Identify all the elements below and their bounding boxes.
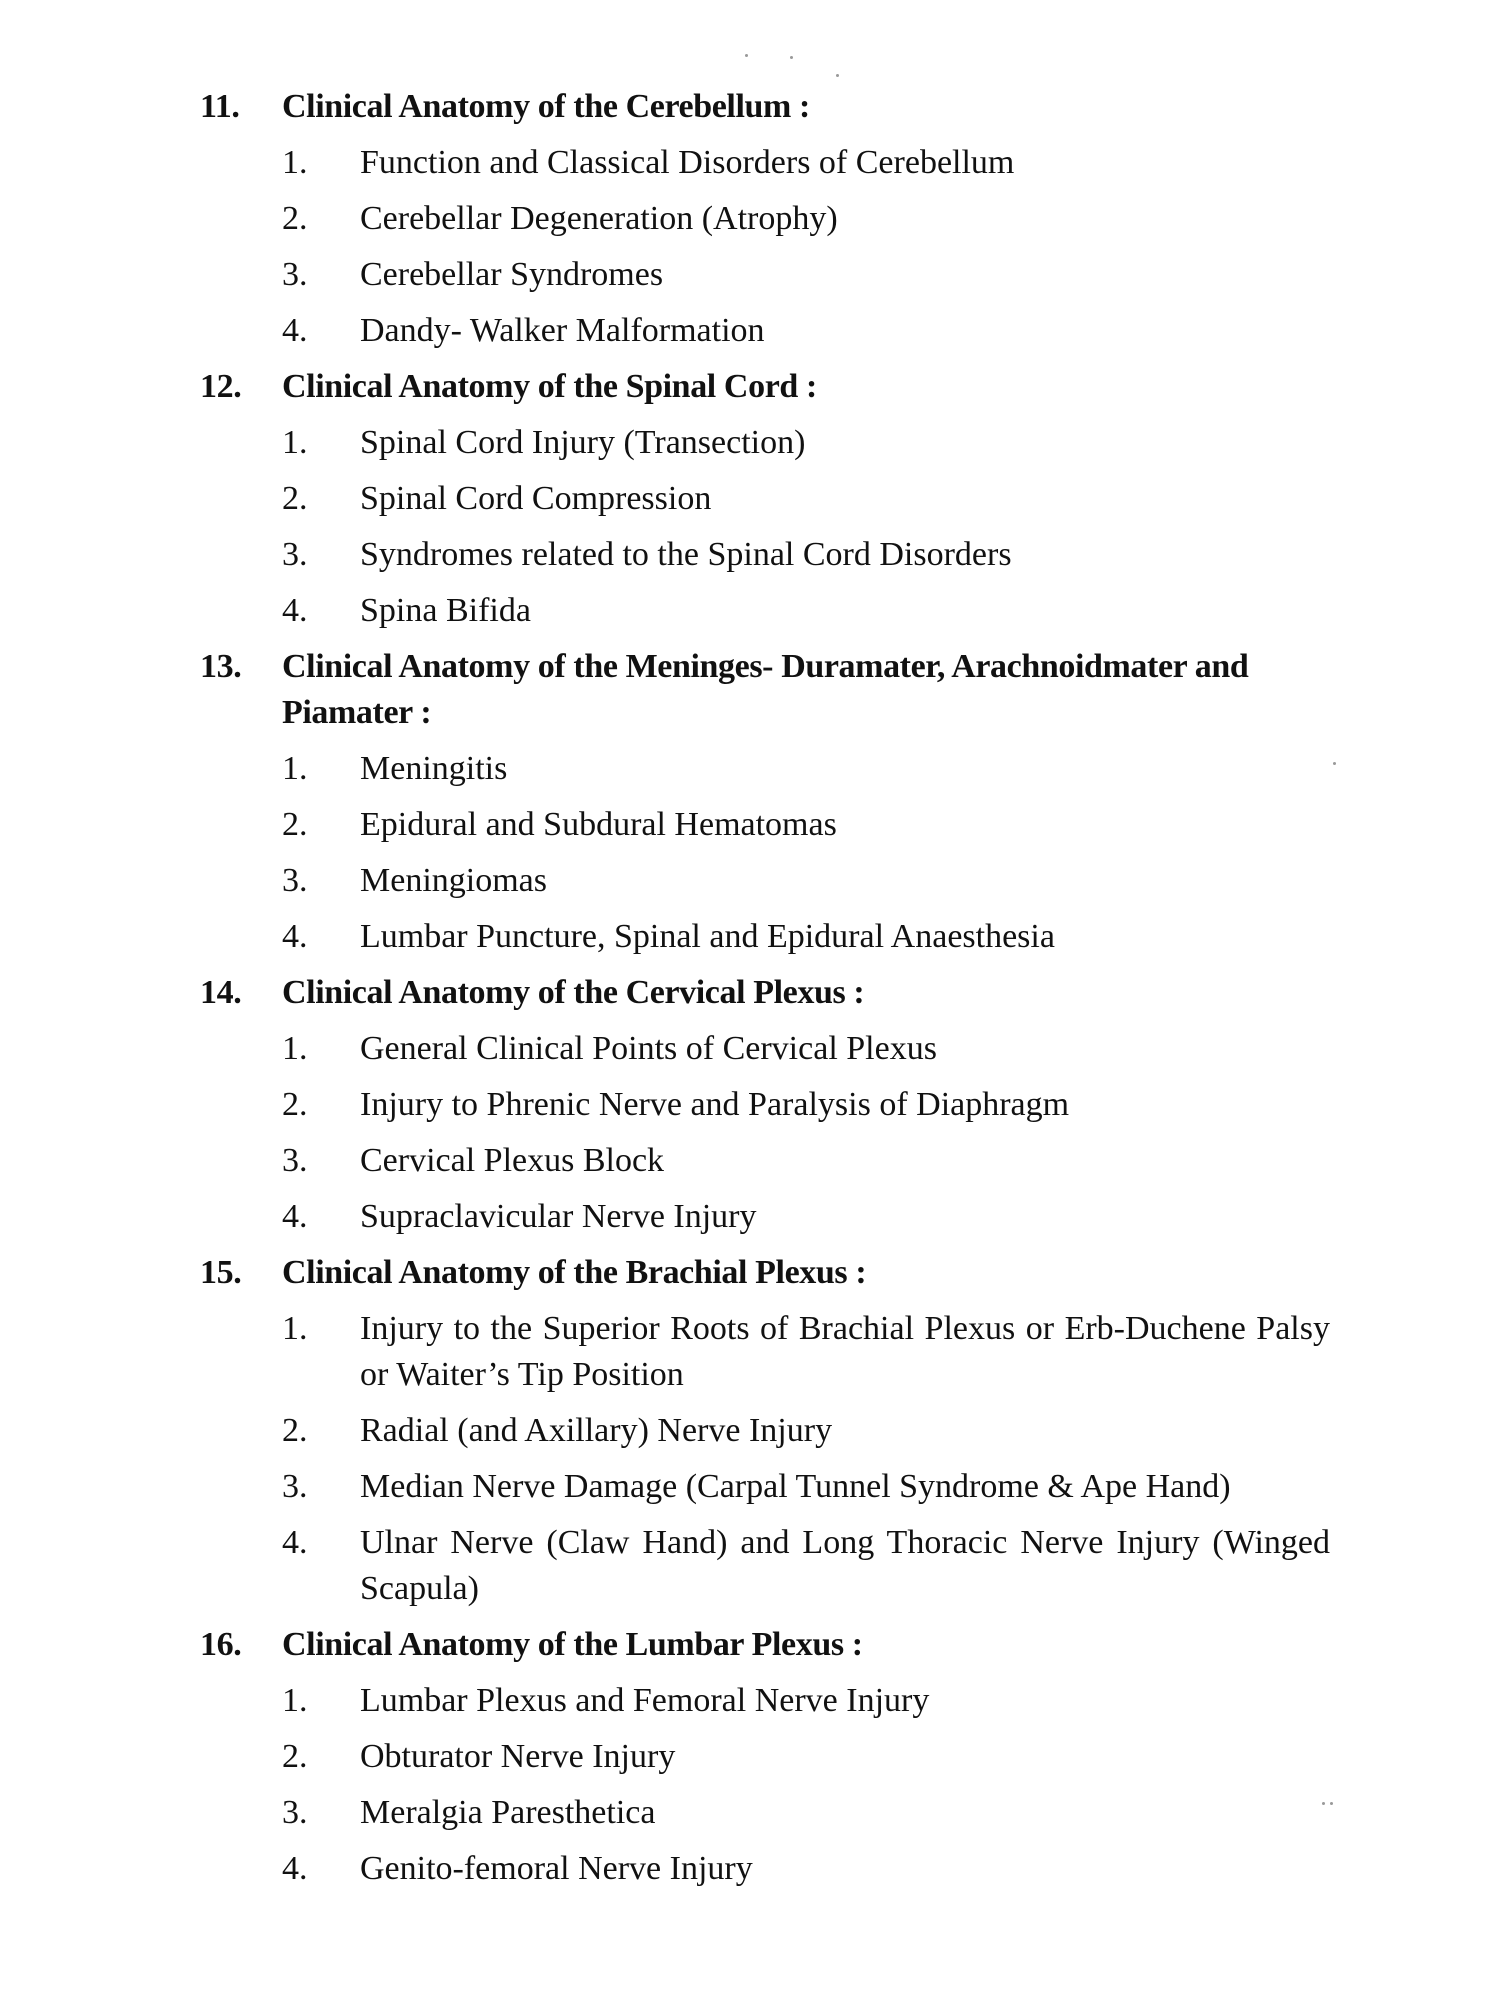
item-text: Cervical Plexus Block xyxy=(360,1142,665,1179)
item-text: Spinal Cord Injury (Transection) xyxy=(360,424,806,461)
section-title: Clinical Anatomy of the Brachial Plexus : xyxy=(282,1254,867,1291)
toc-section-15 xyxy=(200,1250,1330,1612)
item-number: 3. xyxy=(282,536,308,573)
item-number: 4. xyxy=(282,312,308,349)
scan-speck xyxy=(836,74,839,77)
item-number: 3. xyxy=(282,862,308,899)
item-number: 2. xyxy=(282,200,308,237)
item-text: Meralgia Paresthetica xyxy=(360,1794,656,1831)
toc-section-13 xyxy=(200,644,1330,960)
item-text: Cerebellar Syndromes xyxy=(360,256,664,293)
list-item xyxy=(200,1734,1330,1780)
list-item xyxy=(200,1520,1330,1612)
item-number: 4. xyxy=(282,1850,308,1887)
item-text: Cerebellar Degeneration (Atrophy) xyxy=(360,200,838,237)
scan-speck xyxy=(745,54,748,57)
item-number: 3. xyxy=(282,1468,308,1505)
list-item xyxy=(200,476,1330,522)
item-number: 2. xyxy=(282,480,308,517)
item-number: 2. xyxy=(282,1412,308,1449)
scan-speck xyxy=(1333,762,1336,765)
item-text: Supraclavicular Nerve Injury xyxy=(360,1198,757,1235)
list-item xyxy=(200,196,1330,242)
list-item xyxy=(200,914,1330,960)
item-number: 3. xyxy=(282,1142,308,1179)
item-text: General Clinical Points of Cervical Plexus xyxy=(360,1030,937,1067)
section-number: 13. xyxy=(200,648,242,685)
toc-section-11 xyxy=(200,84,1330,354)
item-number: 1. xyxy=(282,1682,308,1719)
list-item xyxy=(200,1194,1330,1240)
section-items xyxy=(200,420,1330,634)
toc-section-16 xyxy=(200,1622,1330,1892)
table-of-contents xyxy=(200,84,1330,1902)
item-text: Injury to the Superior Roots of Brachial Plexus or Erb-Duchene Palsy or Waiter’s Tip Position xyxy=(360,1310,1330,1393)
section-number: 16. xyxy=(200,1626,242,1663)
toc-section-12 xyxy=(200,364,1330,634)
list-item xyxy=(200,1026,1330,1072)
list-item xyxy=(200,588,1330,634)
item-text: Radial (and Axillary) Nerve Injury xyxy=(360,1412,833,1449)
section-number: 14. xyxy=(200,974,242,1011)
list-item xyxy=(200,532,1330,578)
section-number: 12. xyxy=(200,368,242,405)
section-title: Clinical Anatomy of the Cervical Plexus : xyxy=(282,974,865,1011)
section-heading xyxy=(200,644,1330,736)
item-number: 4. xyxy=(282,1524,308,1561)
item-number: 3. xyxy=(282,1794,308,1831)
item-text: Lumbar Puncture, Spinal and Epidural Anaesthesia xyxy=(360,918,1055,955)
list-item xyxy=(200,1082,1330,1128)
item-number: 1. xyxy=(282,424,308,461)
section-items xyxy=(200,140,1330,354)
item-text: Meningitis xyxy=(360,750,508,787)
list-item xyxy=(200,140,1330,186)
item-number: 1. xyxy=(282,1030,308,1067)
item-number: 2. xyxy=(282,1738,308,1775)
section-title: Clinical Anatomy of the Lumbar Plexus : xyxy=(282,1626,863,1663)
list-item xyxy=(200,420,1330,466)
section-items xyxy=(200,746,1330,960)
section-title: Clinical Anatomy of the Meninges- Duramater, Arachnoidmater and Piamater : xyxy=(282,648,1249,731)
section-heading xyxy=(200,1622,1330,1668)
item-number: 4. xyxy=(282,592,308,629)
section-heading xyxy=(200,84,1330,130)
item-number: 4. xyxy=(282,918,308,955)
list-item xyxy=(200,802,1330,848)
list-item xyxy=(200,308,1330,354)
section-items xyxy=(200,1026,1330,1240)
item-text: Genito-femoral Nerve Injury xyxy=(360,1850,753,1887)
item-text: Meningiomas xyxy=(360,862,547,899)
list-item xyxy=(200,1846,1330,1892)
section-heading xyxy=(200,364,1330,410)
item-text: Spina Bifida xyxy=(360,592,531,629)
section-title: Clinical Anatomy of the Spinal Cord : xyxy=(282,368,817,405)
list-item xyxy=(200,1408,1330,1454)
item-text: Epidural and Subdural Hematomas xyxy=(360,806,837,843)
item-number: 3. xyxy=(282,256,308,293)
section-heading xyxy=(200,1250,1330,1296)
list-item xyxy=(200,1678,1330,1724)
item-number: 4. xyxy=(282,1198,308,1235)
item-number: 1. xyxy=(282,750,308,787)
item-number: 1. xyxy=(282,1310,308,1347)
section-title: Clinical Anatomy of the Cerebellum : xyxy=(282,88,810,125)
item-text: Dandy- Walker Malformation xyxy=(360,312,765,349)
item-text: Median Nerve Damage (Carpal Tunnel Syndrome & Ape Hand) xyxy=(360,1468,1231,1505)
section-heading xyxy=(200,970,1330,1016)
item-text: Ulnar Nerve (Claw Hand) and Long Thoracic Nerve Injury (Winged Scapula) xyxy=(360,1524,1330,1607)
scan-speck xyxy=(1330,1802,1333,1805)
section-items xyxy=(200,1306,1330,1612)
list-item xyxy=(200,1138,1330,1184)
list-item xyxy=(200,1306,1330,1398)
toc-section-14 xyxy=(200,970,1330,1240)
list-item xyxy=(200,858,1330,904)
item-number: 1. xyxy=(282,144,308,181)
item-text: Obturator Nerve Injury xyxy=(360,1738,676,1775)
item-text: Injury to Phrenic Nerve and Paralysis of Diaphragm xyxy=(360,1086,1070,1123)
section-number: 11. xyxy=(200,88,240,125)
list-item xyxy=(200,252,1330,298)
item-text: Function and Classical Disorders of Cerebellum xyxy=(360,144,1015,181)
list-item xyxy=(200,1790,1330,1836)
scan-speck xyxy=(790,56,793,59)
list-item xyxy=(200,746,1330,792)
item-text: Spinal Cord Compression xyxy=(360,480,712,517)
section-number: 15. xyxy=(200,1254,242,1291)
item-number: 2. xyxy=(282,806,308,843)
item-text: Syndromes related to the Spinal Cord Disorders xyxy=(360,536,1012,573)
section-items xyxy=(200,1678,1330,1892)
list-item xyxy=(200,1464,1330,1510)
item-number: 2. xyxy=(282,1086,308,1123)
item-text: Lumbar Plexus and Femoral Nerve Injury xyxy=(360,1682,930,1719)
